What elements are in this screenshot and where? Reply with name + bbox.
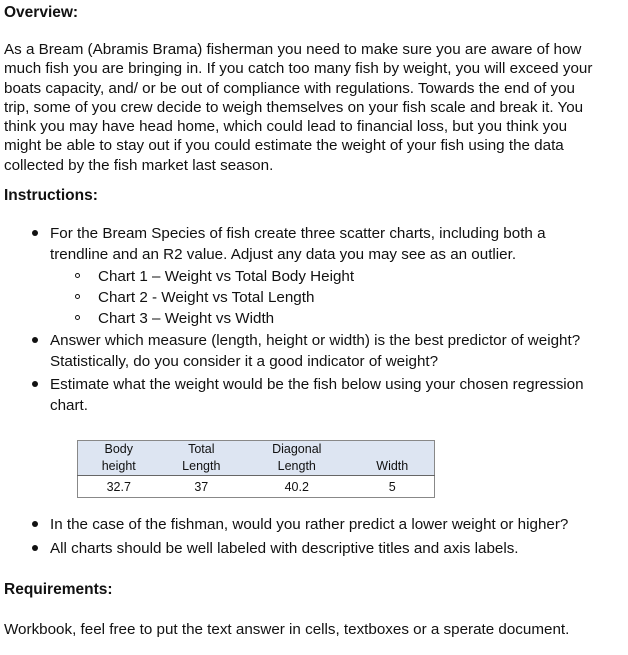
cell-width: 5 [350,476,434,498]
fish-measurements-table [77,440,435,498]
instruction-bullet-estimate [50,374,584,416]
overview-line: As a Bream (Abramis Brama) fisherman you need to make sure you are aware of how [4,41,582,58]
requirements-heading: Requirements: [4,581,113,598]
overview-line: much fish you are bringing in. If you catch too many fish by weight, you will exceed your [4,60,593,78]
bullet-line: Answer which measure (length, height or width) is the best predictor of weight? [50,332,581,349]
instruction-bullet-predictor [50,330,580,372]
cell-diagonal-length: 40.2 [243,476,350,498]
sub-bullet-icon [75,315,80,320]
overview-paragraph [4,40,626,175]
bullet-line: Statistically, do you consider it a good indicator of weight? [50,353,439,370]
instruction-bullet-labels: All charts should be well labeled with descriptive titles and axis labels. [50,540,519,557]
overview-line: collected by the fish market last season. [4,156,274,174]
cell-total-length: 37 [160,476,244,498]
overview-line: might be able to stay out if you could estimate the weight of your fish using the data [4,137,564,155]
bullet-icon [32,381,38,387]
sub-bullet-icon [75,273,80,278]
sub-item-chart-3: Chart 3 – Weight vs Width [98,310,275,327]
instruction-bullet-charts [50,223,546,265]
bullet-icon [32,545,38,551]
bullet-icon [32,337,38,343]
sub-bullet-icon [75,294,80,299]
cell-body-height: 32.7 [78,476,160,498]
header-diagonal-length: Diagonal Length [272,442,322,473]
header-body-height: Body height [101,442,136,473]
table-row [78,476,435,498]
table-header-row [78,441,435,476]
bullet-icon [32,230,38,236]
bullet-line: For the Bream Species of fish create three scatter charts, including both a [50,225,546,242]
overview-line: trip, some of you crew decide to weigh themselves on your fish scale and break it. You [4,98,584,116]
header-width: Width [376,459,409,473]
overview-line: think you may have head home, which could lead to financial loss, but you think you [4,118,568,136]
sub-item-chart-1: Chart 1 – Weight vs Total Body Height [98,268,355,285]
bullet-line: trendline and an R2 value. Adjust any data you may see as an outlier. [50,246,517,263]
requirements-text: Workbook, feel free to put the text answer in cells, textboxes or a sperate document. [4,621,570,638]
bullet-icon [32,521,38,527]
instructions-heading: Instructions: [4,187,98,204]
bullet-line: Estimate what the weight would be the fish below using your chosen regression [50,376,584,393]
overview-heading: Overview: [4,4,79,21]
sub-item-chart-2: Chart 2 - Weight vs Total Length [98,289,315,306]
header-total-length: Total Length [182,442,221,473]
instruction-bullet-lower-higher: In the case of the fishman, would you rather predict a lower weight or higher? [50,516,569,533]
overview-line: boats capacity, and/ or be out of compliance with regulations. Towards the end of you [4,79,575,97]
bullet-line: chart. [50,397,88,414]
